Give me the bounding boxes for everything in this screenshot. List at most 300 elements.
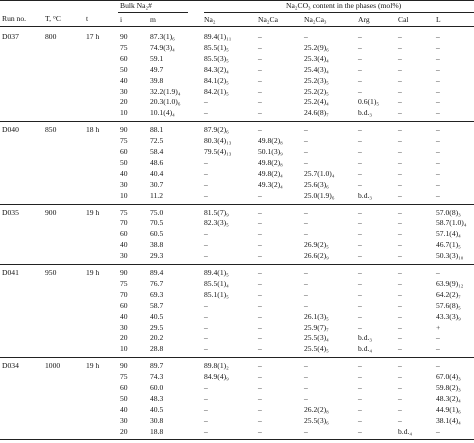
cell-na2: 84.3(2)₄ [204,64,229,74]
cell-l: – [436,86,440,96]
cell-i: 30 [120,179,128,189]
cell-cal: – [398,53,402,63]
cell-na2ca3: 25.2(4)₄ [304,97,329,107]
cell-i: 30 [120,322,128,332]
cell-na2: – [204,108,208,118]
cell-l: 43.3(3)₉ [436,311,461,321]
cell-cal: – [398,383,402,392]
cell-l: 50.3(3)₁₀ [436,251,464,261]
cell-i: 60 [120,229,128,239]
cell-cal: – [398,147,402,156]
cell-arg: – [358,300,362,310]
cell-arg: – [358,268,362,277]
cell-l: – [436,42,440,52]
run-time: 19 h [86,361,100,371]
cell-m: 74.3 [150,372,164,382]
cell-na2ca3: 25.0(1.9)₆ [304,190,335,200]
header-na2ca: Na₂Ca [258,15,278,24]
group-divider [0,357,474,358]
cell-cal: – [398,190,402,200]
cell-l: 57.1(4)₄ [436,229,461,239]
cell-l: 38.1(4)₄ [436,415,461,425]
cell-na2ca3: – [304,125,308,135]
cell-i: 40 [120,240,128,250]
cell-arg: – [358,289,362,299]
cell-cal: – [398,289,402,299]
cell-na2: 89.4(1)₅ [204,268,229,277]
cell-i: 20 [120,333,128,343]
cell-i: 40 [120,311,128,321]
cell-cal: – [398,240,402,250]
cell-na2ca: – [258,240,262,250]
cell-na2ca3: 25.2(2)₅ [304,86,329,96]
cell-m: 70.5 [150,218,164,228]
run-id: D037 [2,32,19,41]
run-id: D034 [2,361,19,371]
cell-arg: – [358,32,362,41]
cell-l: – [436,268,440,277]
cell-na2: – [204,190,208,200]
cell-cal: – [398,218,402,228]
cell-i: 60 [120,53,128,63]
cell-arg: – [358,415,362,425]
cell-arg: – [358,383,362,392]
cell-cal: – [398,179,402,189]
cell-na2ca3: 25.5(4)₅ [304,344,329,354]
cell-na2ca: – [258,75,262,85]
cell-na2ca: – [258,97,262,107]
cell-m: 48.6 [150,157,164,167]
run-id: D041 [2,268,19,277]
cell-i: 50 [120,393,128,403]
cell-na2ca: – [258,108,262,118]
header-arg: Arg [358,15,370,24]
cell-na2ca: – [258,278,262,288]
cell-l: – [436,53,440,63]
cell-i: 90 [120,32,128,41]
cell-na2ca: – [258,53,262,63]
cell-cal: – [398,157,402,167]
cell-na2ca3: – [304,393,308,403]
cell-na2ca: 49.3(2)₄ [258,179,283,189]
cell-na2: 82.3(3)₅ [204,218,229,228]
cell-i: 75 [120,372,128,382]
cell-na2ca: – [258,125,262,135]
cell-cal: – [398,136,402,146]
cell-na2ca: – [258,229,262,239]
cell-na2ca: – [258,322,262,332]
cell-m: 60.0 [150,383,164,392]
cell-m: 58.7 [150,300,164,310]
cell-l: + [436,322,441,332]
cell-na2ca3: 26.2(2)₈ [304,404,329,414]
cell-na2: – [204,97,208,107]
cell-arg: – [358,404,362,414]
cell-na2ca3: 24.6(8)₇ [304,108,329,118]
cell-arg: – [358,42,362,52]
header-na2ca3: Na₂Ca₃ [304,15,327,24]
cell-m: 75.0 [150,207,164,217]
cell-m: 40.5 [150,311,164,321]
cell-cal: – [398,75,402,85]
cell-m: 72.5 [150,136,164,146]
cell-na2: 84.1(2)₅ [204,75,229,85]
cell-na2ca: – [258,311,262,321]
cell-l: – [436,190,440,200]
cell-cal: – [398,108,402,118]
cell-na2: 85.1(1)₅ [204,289,229,299]
cell-cal: – [398,97,402,107]
cell-arg: b.d.₃ [358,333,373,343]
cell-na2ca3: 25.5(3)₆ [304,415,329,425]
cell-m: 18.8 [150,426,164,436]
header-run: Run no. [2,14,27,23]
cell-na2ca: – [258,415,262,425]
cell-na2ca3: 25.9(7)₇ [304,322,329,332]
cell-na2ca3: – [304,289,308,299]
cell-cal: – [398,372,402,382]
cell-arg: – [358,179,362,189]
cell-i: 60 [120,147,128,156]
cell-na2ca: – [258,393,262,403]
run-temperature: 900 [45,207,57,217]
cell-l: 67.0(4)₃ [436,372,461,382]
cell-m: 48.3 [150,393,164,403]
cell-cal: – [398,42,402,52]
cell-m: 20.2 [150,333,164,343]
cell-arg: – [358,207,362,217]
bulk-subrule [118,12,188,13]
cell-m: 69.3 [150,289,164,299]
cell-na2: – [204,179,208,189]
cell-arg: – [358,251,362,261]
cell-m: 49.7 [150,64,164,74]
cell-cal: – [398,86,402,96]
cell-na2ca: – [258,333,262,343]
cell-na2ca3: 25.7(1.0)₄ [304,168,335,178]
run-time: 19 h [86,207,100,217]
cell-na2ca3: – [304,32,308,41]
cell-l: 57.6(8)₅ [436,300,461,310]
cell-m: 28.8 [150,344,164,354]
cell-na2ca: 50.1(3)₉ [258,147,283,156]
cell-i: 75 [120,207,128,217]
cell-na2ca: – [258,64,262,74]
cell-na2: 85.5(1)₄ [204,278,229,288]
cell-na2ca: 49.8(2)₄ [258,168,283,178]
cell-na2ca: – [258,251,262,261]
cell-l: 59.8(2)₃ [436,383,461,392]
run-time: 17 h [86,32,100,41]
cell-i: 30 [120,86,128,96]
header-cal: Cal [398,15,409,24]
cell-na2ca3: – [304,361,308,371]
cell-l: – [436,147,440,156]
cell-na2ca3: – [304,229,308,239]
cell-na2ca3: – [304,300,308,310]
cell-na2ca3: 25.5(3)₄ [304,333,329,343]
cell-m: 76.7 [150,278,164,288]
cell-na2: 79.5(4)₁₃ [204,147,232,156]
cell-arg: – [358,64,362,74]
cell-na2ca3: – [304,268,308,277]
cell-i: 75 [120,278,128,288]
cell-m: 87.3(1)₆ [150,32,175,41]
cell-na2ca: – [258,300,262,310]
cell-na2ca3: 26.1(3)₅ [304,311,329,321]
cell-arg: – [358,168,362,178]
cell-l: – [436,108,440,118]
cell-na2: – [204,404,208,414]
cell-na2ca: – [258,372,262,382]
cell-na2: 80.3(4)₁₃ [204,136,232,146]
cell-i: 70 [120,289,128,299]
phases-subrule [204,12,474,13]
run-id: D040 [2,125,19,135]
cell-i: 60 [120,383,128,392]
cell-arg: 0.6(1)₅ [358,97,379,107]
cell-m: 40.5 [150,404,164,414]
cell-na2ca3: 26.9(2)₅ [304,240,329,250]
cell-cal: – [398,207,402,217]
cell-arg: – [358,125,362,135]
cell-na2: 85.5(1)₅ [204,42,229,52]
cell-na2: – [204,393,208,403]
cell-cal: – [398,393,402,403]
run-temperature: 800 [45,32,57,41]
cell-na2: 84.9(4)₉ [204,372,229,382]
cell-m: 10.1(4)₄ [150,108,175,118]
run-time: 19 h [86,268,100,277]
cell-na2ca: – [258,32,262,41]
cell-cal: – [398,229,402,239]
cell-arg: – [358,240,362,250]
cell-na2ca3: – [304,218,308,228]
header-temperature: T, °C [45,14,61,23]
cell-m: 58.4 [150,147,164,156]
cell-m: 30.7 [150,179,164,189]
cell-na2ca3: – [304,372,308,382]
cell-i: 90 [120,361,128,371]
cell-na2: – [204,300,208,310]
run-temperature: 850 [45,125,57,135]
group-divider [0,204,474,205]
cell-na2ca3: – [304,136,308,146]
cell-na2ca: – [258,218,262,228]
cell-i: 30 [120,251,128,261]
cell-l: – [436,333,440,343]
cell-i: 70 [120,218,128,228]
cell-arg: – [358,157,362,167]
cell-cal: – [398,322,402,332]
cell-cal: – [398,361,402,371]
cell-i: 40 [120,75,128,85]
cell-na2ca3: – [304,157,308,167]
cell-cal: – [398,404,402,414]
cell-arg: – [358,311,362,321]
cell-na2: – [204,322,208,332]
cell-arg: – [358,218,362,228]
cell-na2ca3: – [304,278,308,288]
cell-cal: – [398,278,402,288]
header-phases: Na₂CO₃ content in the phases (mol%) [286,1,402,10]
cell-na2ca: – [258,289,262,299]
cell-na2: – [204,333,208,343]
header-bottom-rule [0,26,474,27]
cell-arg: – [358,426,362,436]
cell-l: – [436,97,440,107]
cell-na2ca3: 25.4(3)₄ [304,64,329,74]
cell-m: 32.2(1.9)₄ [150,86,181,96]
cell-m: 59.1 [150,53,164,63]
cell-na2: – [204,229,208,239]
cell-na2ca: – [258,268,262,277]
cell-l: – [436,32,440,41]
cell-cal: – [398,300,402,310]
run-temperature: 950 [45,268,57,277]
cell-l: 44.9(1)₆ [436,404,461,414]
cell-cal: – [398,333,402,343]
cell-arg: b.d.₃ [358,108,373,118]
cell-arg: – [358,278,362,288]
cell-arg: b.d.₃ [358,190,373,200]
cell-arg: – [358,86,362,96]
cell-m: 88.1 [150,125,164,135]
cell-na2: 87.9(2)₆ [204,125,229,135]
cell-na2: – [204,344,208,354]
cell-na2ca: – [258,86,262,96]
cell-arg: b.d.₄ [358,344,373,354]
cell-l: – [436,168,440,178]
cell-m: 40.4 [150,168,164,178]
cell-na2ca: – [258,344,262,354]
cell-na2: – [204,157,208,167]
cell-na2: 84.2(1)₅ [204,86,229,96]
cell-na2ca3: – [304,147,308,156]
cell-l: – [436,426,440,436]
cell-l: – [436,179,440,189]
cell-na2: – [204,251,208,261]
cell-cal: b.d.₄ [398,426,413,436]
cell-i: 20 [120,97,128,107]
cell-cal: – [398,125,402,135]
run-id: D035 [2,207,19,217]
cell-cal: – [398,344,402,354]
cell-cal: – [398,32,402,41]
cell-i: 10 [120,190,128,200]
cell-m: 29.3 [150,251,164,261]
cell-m: 74.9(3)₄ [150,42,175,52]
cell-m: 89.7 [150,361,164,371]
cell-cal: – [398,64,402,74]
cell-na2ca3: 25.2(9)₆ [304,42,329,52]
cell-cal: – [398,311,402,321]
cell-i: 50 [120,157,128,167]
cell-arg: – [358,361,362,371]
cell-na2: – [204,240,208,250]
cell-na2ca: 49.8(2)₈ [258,136,283,146]
cell-na2ca3: – [304,426,308,436]
cell-m: 60.5 [150,229,164,239]
cell-i: 90 [120,125,128,135]
cell-i: 20 [120,426,128,436]
cell-i: 50 [120,64,128,74]
cell-na2ca3: 25.6(3)₆ [304,179,329,189]
cell-l: – [436,344,440,354]
bottom-rule [0,439,474,440]
cell-i: 40 [120,168,128,178]
cell-arg: – [358,136,362,146]
cell-cal: – [398,268,402,277]
cell-l: – [436,157,440,167]
cell-arg: – [358,53,362,63]
cell-na2: – [204,383,208,392]
cell-m: 20.3(1.0)₆ [150,97,181,107]
cell-arg: – [358,75,362,85]
cell-na2ca3: 26.6(2)₉ [304,251,329,261]
cell-arg: – [358,147,362,156]
cell-na2ca3: – [304,383,308,392]
cell-na2ca3: 25.2(3)₅ [304,75,329,85]
header-l: L [436,15,441,24]
cell-l: – [436,75,440,85]
cell-m: 89.4 [150,268,164,277]
cell-l: 64.2(2)₇ [436,289,461,299]
cell-na2ca: – [258,383,262,392]
cell-arg: – [358,322,362,332]
cell-na2: 85.5(3)₅ [204,53,229,63]
run-temperature: 1000 [45,361,61,371]
cell-na2ca3: 25.3(4)₄ [304,53,329,63]
cell-i: 75 [120,42,128,52]
cell-i: 60 [120,300,128,310]
cell-na2ca3: – [304,207,308,217]
header-time: t [86,14,89,23]
group-divider [0,264,474,265]
cell-arg: – [358,393,362,403]
cell-arg: – [358,372,362,382]
header-i: i [120,15,123,24]
cell-i: 30 [120,415,128,425]
cell-na2: 89.4(1)₁₁ [204,32,232,41]
cell-l: 57.0(8)₃ [436,207,461,217]
cell-l: 46.7(1)₅ [436,240,461,250]
run-time: 18 h [86,125,100,135]
cell-na2: – [204,311,208,321]
group-divider [0,121,474,122]
cell-na2ca: – [258,207,262,217]
cell-l: – [436,361,440,371]
cell-l: 48.3(2)₄ [436,393,461,403]
cell-l: – [436,125,440,135]
cell-na2ca: – [258,361,262,371]
cell-na2ca: – [258,426,262,436]
cell-i: 90 [120,268,128,277]
cell-l: 63.9(9)₁₂ [436,278,464,288]
cell-na2ca: – [258,190,262,200]
cell-m: 11.2 [150,190,164,200]
cell-i: 10 [120,108,128,118]
cell-na2: 89.8(1)₂ [204,361,229,371]
cell-l: 58.7(1.0)₄ [436,218,467,228]
cell-na2ca: 49.8(2)₈ [258,157,283,167]
cell-m: 29.5 [150,322,164,332]
header-bulk: Bulk Na₂# [120,1,152,10]
cell-na2ca: – [258,42,262,52]
cell-na2: – [204,415,208,425]
cell-m: 38.8 [150,240,164,250]
cell-i: 40 [120,404,128,414]
